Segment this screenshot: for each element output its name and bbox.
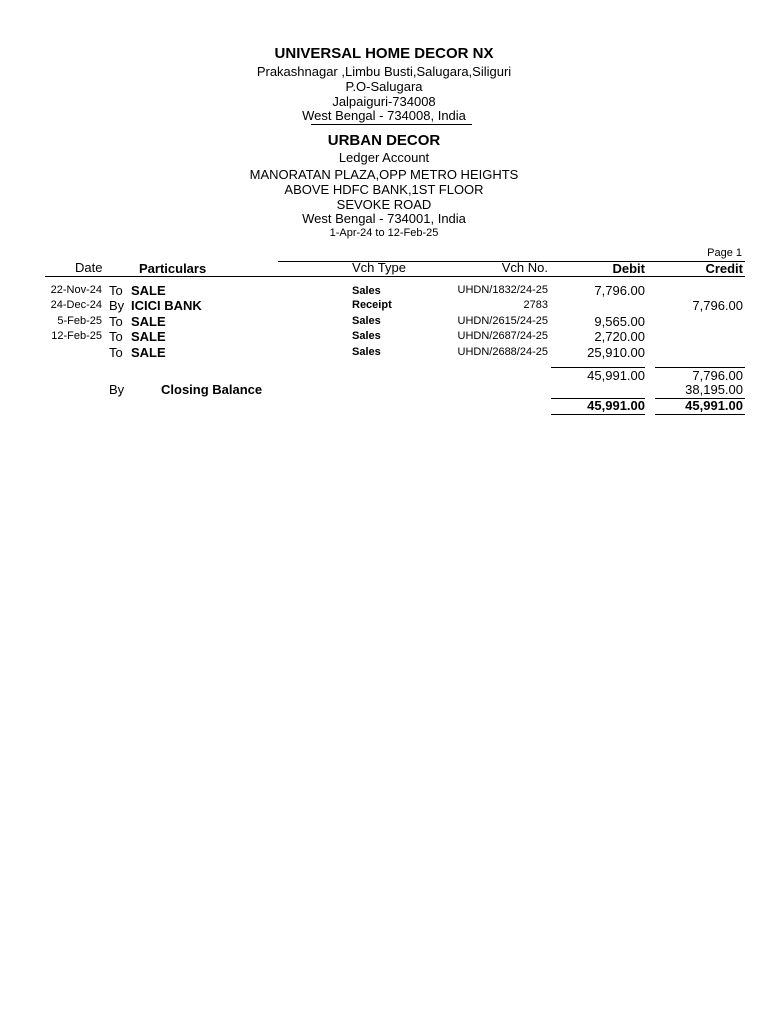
- party-address-line-4: West Bengal - 734001, India: [302, 211, 466, 226]
- grand-total-credit: 45,991.00: [685, 398, 743, 413]
- party-address-line-2: ABOVE HDFC BANK,1ST FLOOR: [284, 182, 484, 197]
- company-address-line-1: Prakashnagar ,Limbu Busti,Salugara,Siliguri: [256, 64, 512, 79]
- entry-date: 22-Nov-24: [50, 284, 102, 296]
- col-header-particulars: Particulars: [139, 261, 207, 276]
- header-bottom-rule: [45, 276, 745, 277]
- entry-vch-type: Sales: [352, 285, 381, 297]
- company-name: UNIVERSAL HOME DECOR NX: [274, 45, 494, 62]
- entry-direction: To: [109, 345, 123, 360]
- company-address-line-3: Jalpaiguri-734008: [332, 94, 436, 109]
- col-header-vch-no: Vch No.: [501, 260, 548, 275]
- entry-direction: To: [109, 329, 123, 344]
- entry-vch-type: Sales: [352, 346, 381, 358]
- entry-date: 24-Dec-24: [50, 299, 102, 311]
- closing-balance-credit: 38,195.00: [685, 382, 743, 397]
- total-bottom-rule-credit: [655, 414, 745, 415]
- entry-vch-no: UHDN/1832/24-25: [457, 284, 548, 296]
- entry-vch-no: UHDN/2688/24-25: [457, 346, 548, 358]
- company-header-underline: [311, 124, 472, 125]
- entry-vch-no: UHDN/2615/24-25: [457, 315, 548, 327]
- closing-balance-label: Closing Balance: [161, 382, 263, 397]
- entry-credit: 7,796.00: [692, 298, 743, 313]
- entry-vch-no: 2783: [523, 299, 548, 311]
- entry-debit: 7,796.00: [594, 283, 645, 298]
- company-address-line-2: P.O-Salugara: [345, 79, 423, 94]
- grand-total-debit: 45,991.00: [587, 398, 645, 413]
- entry-date: 5-Feb-25: [57, 315, 102, 327]
- entry-direction: To: [109, 314, 123, 329]
- entry-direction: To: [109, 283, 123, 298]
- entry-vch-type: Sales: [352, 330, 381, 342]
- entry-particular: SALE: [131, 283, 166, 298]
- period: 1-Apr-24 to 12-Feb-25: [329, 227, 439, 239]
- party-address-line-1: MANORATAN PLAZA,OPP METRO HEIGHTS: [249, 167, 519, 182]
- party-address-line-3: SEVOKE ROAD: [336, 197, 432, 212]
- subtotal-debit: 45,991.00: [587, 368, 645, 383]
- closing-direction: By: [109, 382, 125, 397]
- subtotal-credit: 7,796.00: [692, 368, 743, 383]
- page-label: Page 1: [707, 247, 742, 259]
- col-header-debit: Debit: [612, 261, 645, 276]
- col-header-vch-type: Vch Type: [352, 260, 406, 275]
- entry-vch-type: Sales: [352, 315, 381, 327]
- entry-particular: SALE: [131, 345, 166, 360]
- account-type: Ledger Account: [338, 150, 430, 165]
- entry-date: 12-Feb-25: [51, 330, 102, 342]
- col-header-credit: Credit: [705, 261, 743, 276]
- entry-direction: By: [109, 298, 125, 313]
- col-header-date: Date: [75, 260, 103, 275]
- entry-particular: SALE: [131, 314, 166, 329]
- entry-debit: 2,720.00: [594, 329, 645, 344]
- entry-particular: ICICI BANK: [131, 298, 202, 313]
- entry-debit: 9,565.00: [594, 314, 645, 329]
- company-address-line-4: West Bengal - 734008, India: [302, 108, 466, 123]
- entry-vch-type: Receipt: [352, 299, 392, 311]
- entry-particular: SALE: [131, 329, 166, 344]
- entry-debit: 25,910.00: [587, 345, 645, 360]
- party-name: URBAN DECOR: [327, 132, 441, 149]
- entry-vch-no: UHDN/2687/24-25: [457, 330, 548, 342]
- total-bottom-rule-debit: [551, 414, 645, 415]
